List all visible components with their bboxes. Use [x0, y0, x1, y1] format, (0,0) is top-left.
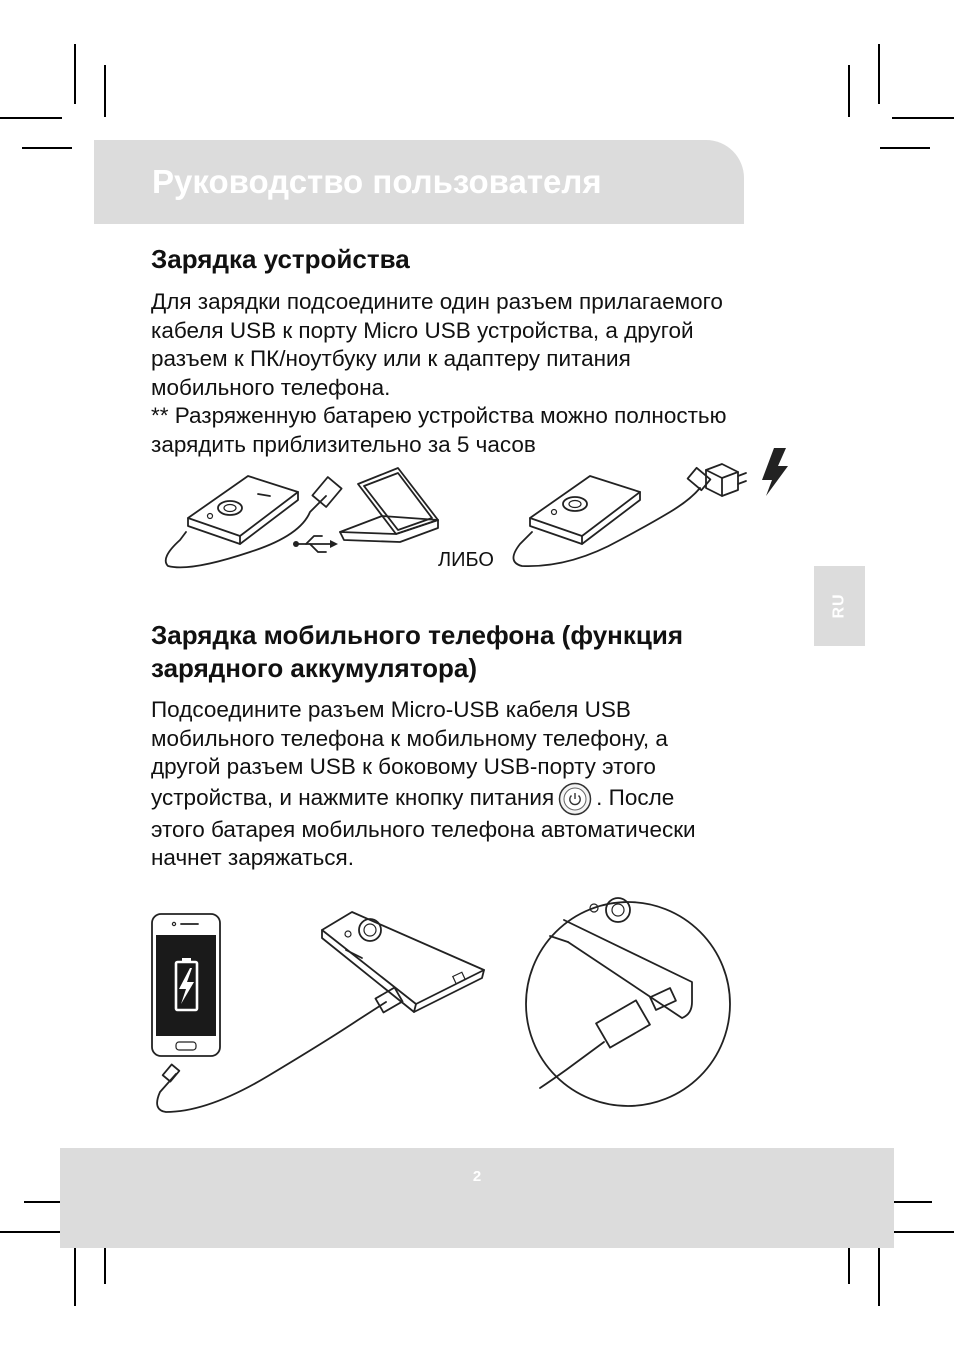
- usb-symbol-icon: [293, 536, 338, 552]
- heading-line: зарядного аккумулятора): [151, 653, 478, 683]
- charging-phone-paragraph: [151, 696, 696, 873]
- crop-mark: [22, 147, 72, 149]
- paragraph-line: разъем к ПК/ноутбуку или к адаптеру питания: [151, 346, 631, 372]
- crop-mark: [848, 1248, 850, 1284]
- crop-mark: [880, 147, 930, 149]
- paragraph-line: начнет заряжаться.: [151, 845, 354, 871]
- paragraph-line: [151, 782, 696, 816]
- paragraph-line: другой разъем USB к боковому USB-порту этого: [151, 754, 656, 780]
- zoom-detail-illustration: [526, 898, 730, 1106]
- laptop-illustration: [340, 468, 438, 542]
- crop-mark: [878, 1248, 880, 1306]
- lightning-icon: [762, 448, 788, 496]
- crop-mark: [894, 1231, 954, 1233]
- language-tab-label: RU: [830, 593, 848, 619]
- phone-charging-illustration: [148, 892, 748, 1124]
- paragraph-line: мобильного телефона к мобильному телефону, а: [151, 725, 668, 751]
- paragraph-text: устройства, и нажмите кнопку питания: [151, 784, 555, 810]
- crop-mark: [848, 65, 850, 117]
- paragraph-line: Для зарядки подсоедините один разъем прилагаемого: [151, 289, 723, 314]
- power-icon: [558, 782, 592, 816]
- or-label: ЛИБО: [438, 549, 494, 571]
- crop-mark: [74, 44, 76, 104]
- paragraph-line: кабеля USB к порту Micro USB устройства, а другой: [151, 317, 694, 343]
- crop-mark: [894, 1201, 932, 1203]
- crop-mark: [0, 117, 62, 119]
- heading-line: Зарядка мобильного телефона (функция: [151, 620, 684, 650]
- crop-mark: [892, 117, 954, 119]
- paragraph-text: . После: [596, 784, 675, 810]
- footer-band: [60, 1148, 894, 1248]
- crop-mark: [0, 1231, 60, 1233]
- crop-mark: [878, 44, 880, 104]
- paragraph-line: ** Разряженную батарею устройства можно полностью: [151, 403, 727, 429]
- powerbank-illustration: [530, 476, 640, 544]
- charging-device-paragraph: [151, 288, 727, 460]
- paragraph-line: зарядить приблизительно за 5 часов: [151, 431, 536, 457]
- powerbank-illustration: [322, 912, 484, 1012]
- paragraph-line: мобильного телефона.: [151, 374, 391, 400]
- paragraph-line: Подсоедините разъем Micro-USB кабеля USB: [151, 697, 631, 722]
- section-heading-charging-phone: [151, 619, 683, 685]
- crop-mark: [104, 65, 106, 117]
- cable: [166, 477, 342, 567]
- powerbank-illustration: [188, 476, 298, 544]
- page-title: Руководство пользователя: [152, 163, 602, 200]
- page-number: 2: [472, 1168, 482, 1185]
- paragraph-line: этого батарея мобильного телефона автоматически: [151, 816, 696, 842]
- language-tab: [814, 566, 865, 646]
- crop-mark: [74, 1248, 76, 1306]
- section-heading-charging-device: Зарядка устройства: [151, 244, 410, 274]
- wall-adapter-illustration: [706, 464, 746, 496]
- crop-mark: [104, 1248, 106, 1284]
- smartphone-illustration: [152, 914, 220, 1056]
- crop-mark: [24, 1201, 60, 1203]
